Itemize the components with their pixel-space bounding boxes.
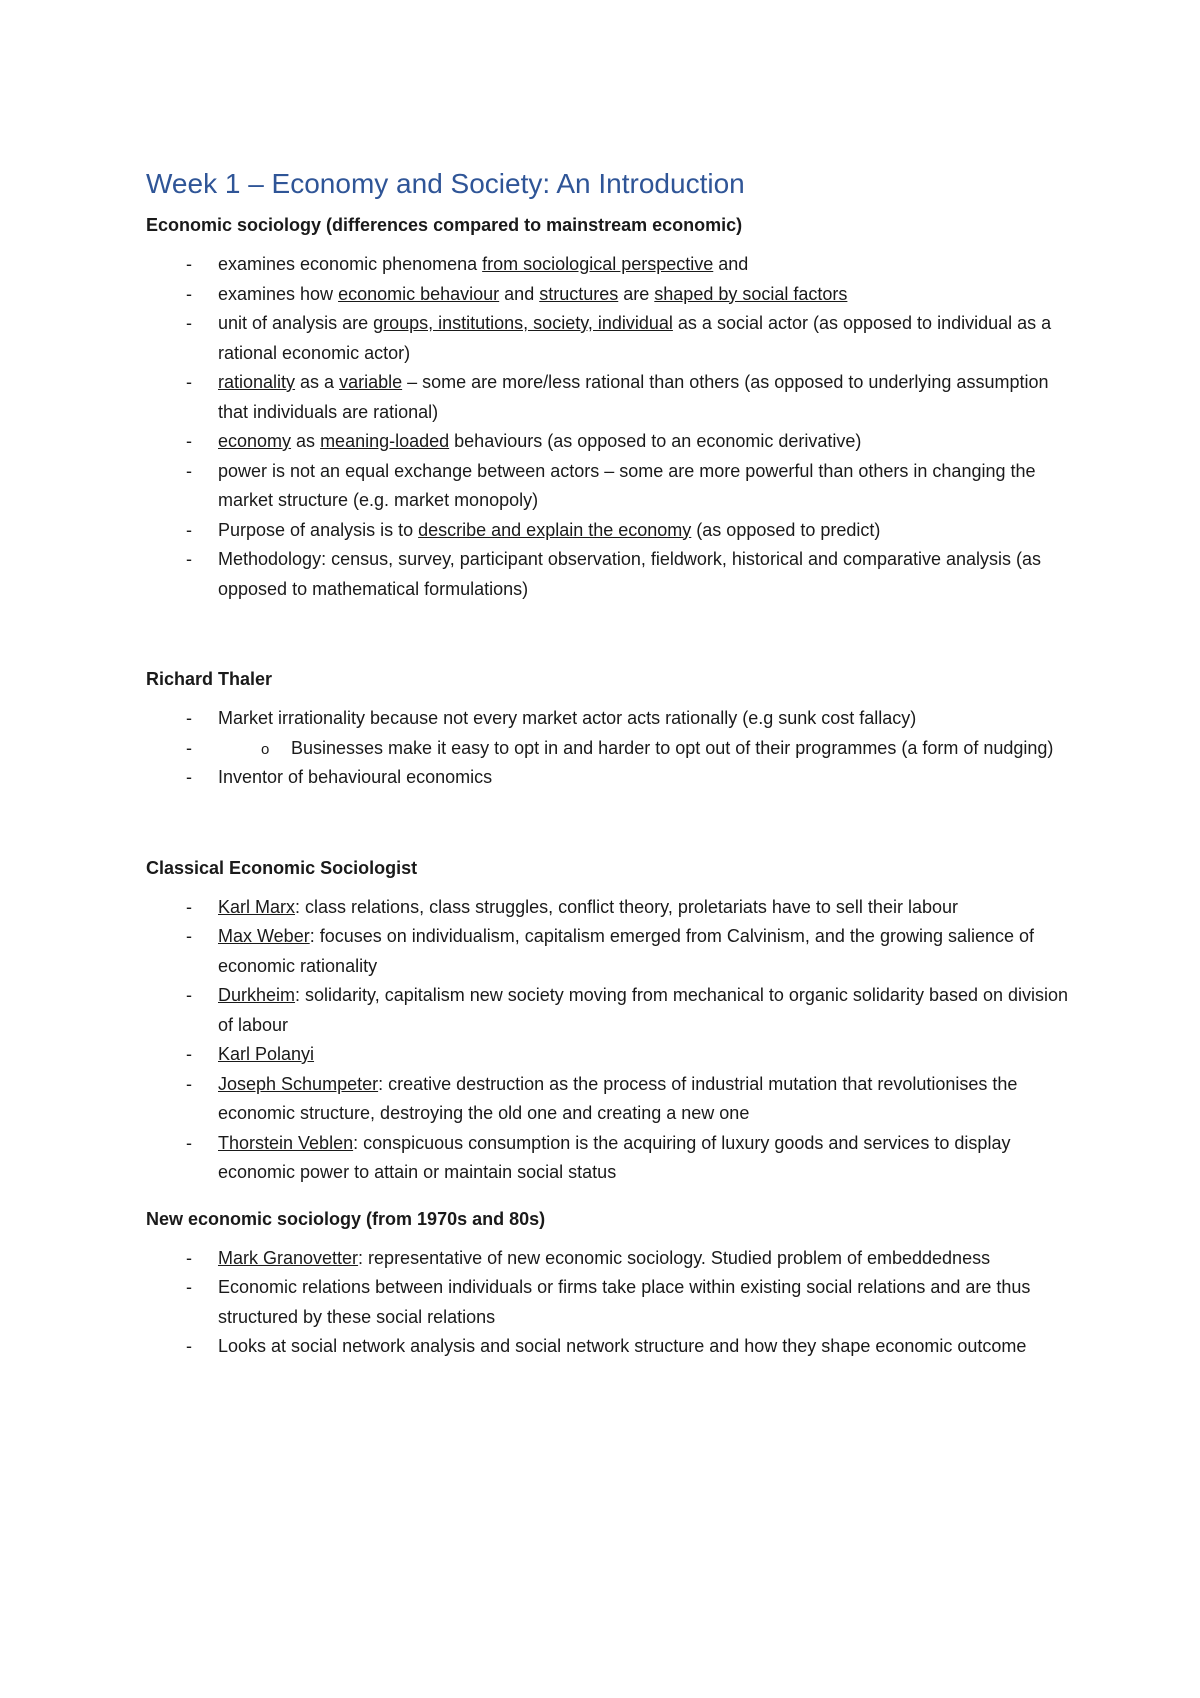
underlined-term: Karl Marx [218,896,296,917]
list-item-text: : focuses on individualism, capitalism emerged from Calvinism, and the growing salience of economic rationality [218,926,1035,976]
list-item-text: are [618,283,655,304]
list-item-text: (as opposed to predict) [691,519,881,540]
list-item-text: unit of analysis are [218,313,374,333]
underlined-term: Thorstein Veblen [218,1132,354,1153]
list-item-text: and [499,283,540,304]
document-content [146,168,1076,1362]
classical-sociologist-list [146,893,1076,1188]
richard-thaler-list [146,704,1076,793]
underlined-term: Karl Polanyi [218,1044,315,1064]
underlined-term: economic behaviour [338,283,500,304]
underlined-term: describe and explain the economy [418,519,692,540]
list-item-text: Purpose of analysis is to [218,519,419,540]
list-item [146,922,1076,981]
sub-list-container [146,734,1076,764]
underlined-term: rationality [218,372,296,392]
document-title: Week 1 – Economy and Society: An Introduction [146,168,745,199]
list-item-text: as a [295,372,340,392]
list-item [146,1273,1076,1332]
list-item [146,1129,1076,1188]
economic-sociology-list [146,250,1076,604]
list-item: - Inventor of behavioural economics [146,763,1076,793]
list-item-text: : class relations, class struggles, conflict theory, proletariats have to sell their labour [295,896,958,917]
underlined-term: Durkheim [218,985,296,1005]
list-item-text: as a social actor (as opposed to individual as a rational economic actor) [218,313,1052,363]
sub-list [146,734,1076,764]
list-item-text: : solidarity, capitalism new society moving from mechanical to organic solidarity based on division of labour [218,985,1069,1035]
list-item-text: Economic relations between individuals or firms take place within existing social relations and are thus structured by these social relations [218,1277,1031,1327]
underlined-term: economy [218,431,292,451]
underlined-term: Mark Granovetter [218,1247,359,1268]
list-item-text: Methodology: census, survey, participant observation, fieldwork, historical and comparative analysis (as opposed to mathematical formulations) [218,549,1042,599]
list-item-text: and [713,254,749,274]
list-item [146,545,1076,604]
section-heading-richard-thaler: Richard Thaler [146,669,273,689]
list-item [146,893,1076,923]
list-item-text: : creative destruction as the process of industrial mutation that revolutionises the economic structure, destroying the old one and creating a new one [218,1073,1018,1123]
underlined-term: from sociological perspective [482,254,714,274]
list-item-text: examines how [218,283,339,304]
list-item [146,250,1076,280]
list-item-text: as [291,431,321,451]
underlined-term: structures [539,283,619,304]
list-item-text: : representative of new economic sociology. Studied problem of embeddedness [358,1247,991,1268]
list-item-text: : conspicuous consumption is the acquiring of luxury goods and services to display economic power to attain or maintain social status [218,1132,1011,1182]
list-item [146,1332,1076,1362]
section-heading-economic-sociology: Economic sociology (differences compared to mainstream economic) [146,215,743,235]
section-heading-new-economic-sociology: New economic sociology (from 1970s and 80s) [146,1208,546,1229]
list-item-text: behaviours (as opposed to an economic derivative) [449,431,862,451]
list-item-text: power is not an equal exchange between actors – some are more powerful than others in changing the market structure (e.g. market monopoly) [218,460,1036,510]
list-item-text: examines economic phenomena [218,254,483,274]
list-item-text: – some are more/less rational than others (as opposed to underlying assumption that individuals are rational) [218,372,1049,422]
underlined-term: Max Weber [218,926,310,946]
underlined-term: shaped by social factors [654,283,848,304]
list-item [146,309,1076,368]
list-item-text: Looks at social network analysis and social network structure and how they shape economic outcome [218,1336,1027,1356]
list-item [146,516,1076,546]
list-item [146,1244,1076,1274]
new-economic-sociology-list [146,1244,1076,1362]
underlined-term: meaning-loaded [320,431,450,451]
list-item [146,280,1076,310]
list-item [146,981,1076,1040]
list-item [146,427,1076,457]
underlined-term: Joseph Schumpeter [218,1073,379,1094]
list-item [146,1070,1076,1129]
list-item: - Market irrationality because not every market actor acts rationally (e.g sunk cost fallacy) [146,704,1076,734]
underlined-term: variable [339,372,403,392]
list-item [146,457,1076,516]
underlined-term: groups, institutions, society, individual [373,313,673,333]
list-item [146,368,1076,427]
sub-list-item: o - Businesses make it easy to opt in and harder to opt out of their programmes (a form of nudging) [146,734,1076,764]
list-item [146,1040,1076,1070]
section-heading-classical-economic-sociologist: Classical Economic Sociologist [146,857,418,878]
